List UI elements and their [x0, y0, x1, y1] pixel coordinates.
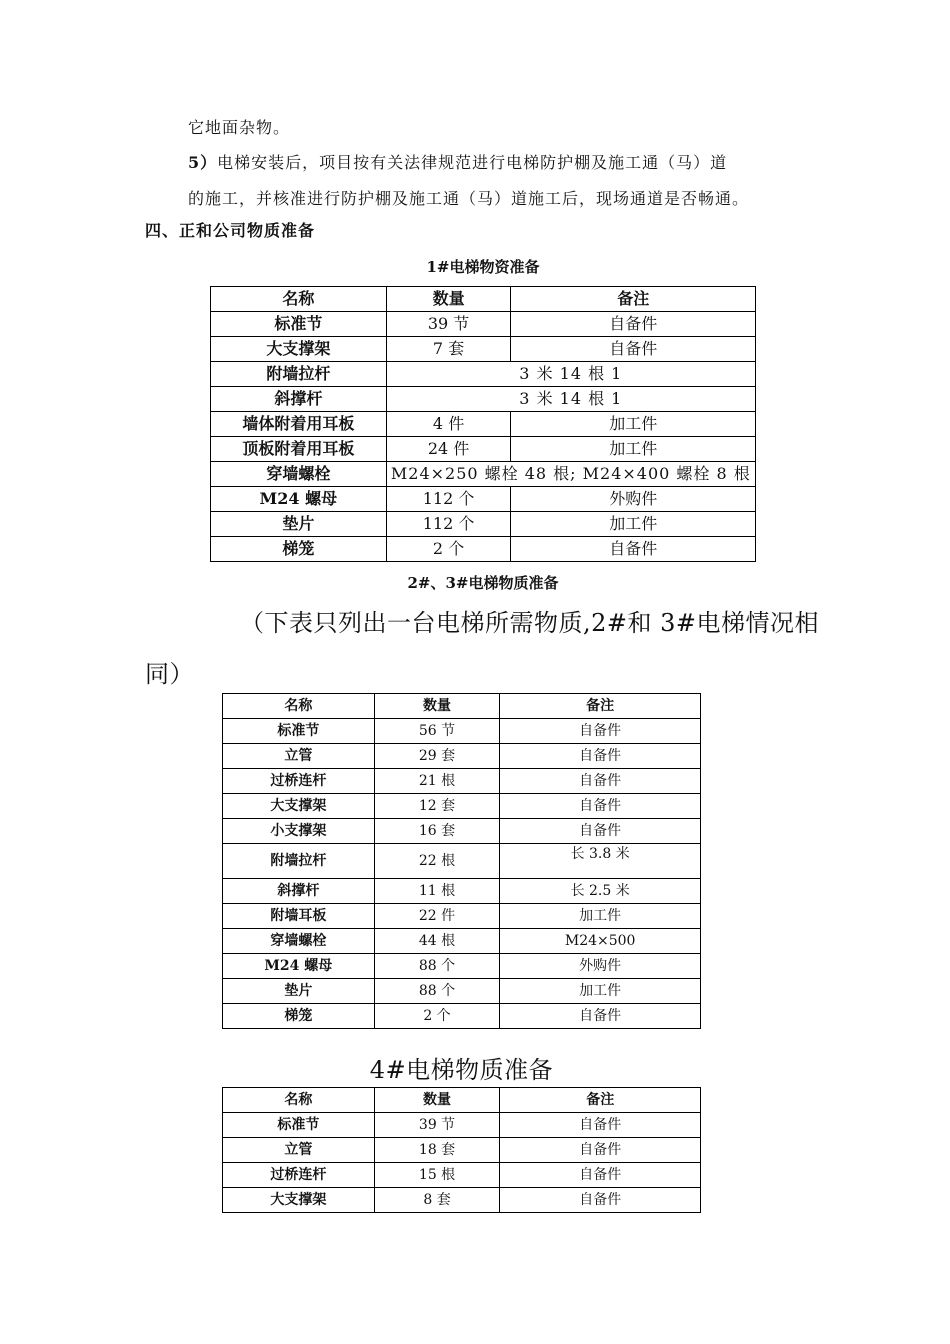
cell-note: 加工件: [511, 512, 756, 537]
cell-qty: 88 个: [374, 979, 500, 1004]
cell-name: 附墙耳板: [223, 904, 375, 929]
cell-note: 加工件: [511, 437, 756, 462]
cell-note: M24×500: [500, 929, 701, 954]
cell-merged: 3 米 14 根 1: [386, 362, 755, 387]
cell-name: 大支撑架: [211, 337, 387, 362]
table-row: [211, 387, 756, 412]
cell-name: 大支撑架: [223, 1188, 375, 1213]
cell-qty: 39 节: [386, 312, 511, 337]
header-qty: 数量: [374, 1088, 500, 1113]
cell-name: M24 螺母: [223, 954, 375, 979]
table2-note-line2: 同）: [145, 660, 194, 688]
table-row: [223, 954, 701, 979]
table-row: [211, 487, 756, 512]
table-row: [211, 362, 756, 387]
list-item-number: 5）: [188, 153, 218, 172]
table-row: [211, 337, 756, 362]
cell-name: 过桥连杆: [223, 1163, 375, 1188]
table-row: [223, 1188, 701, 1213]
cell-note: 自备件: [511, 337, 756, 362]
table-row: [223, 1004, 701, 1029]
cell-qty: 29 套: [374, 744, 500, 769]
table3-caption: 4#电梯物质准备: [369, 1056, 554, 1084]
table2-note-line1: （下表只列出一台电梯所需物质,2#和 3#电梯情况相: [240, 609, 820, 637]
cell-qty: 112 个: [386, 487, 511, 512]
cell-name: 立管: [223, 1138, 375, 1163]
cell-name: 斜撑杆: [211, 387, 387, 412]
cell-note: 自备件: [500, 1138, 701, 1163]
table-row: [223, 929, 701, 954]
table-row: [211, 537, 756, 562]
cell-name: 附墙拉杆: [211, 362, 387, 387]
table-row: [223, 819, 701, 844]
table-row: [223, 744, 701, 769]
cell-qty: 4 件: [386, 412, 511, 437]
cell-note: 加工件: [500, 979, 701, 1004]
cell-qty: 7 套: [386, 337, 511, 362]
cell-name: 附墙拉杆: [223, 844, 375, 879]
cell-name: 立管: [223, 744, 375, 769]
cell-name: 标准节: [223, 1113, 375, 1138]
cell-qty: 16 套: [374, 819, 500, 844]
header-note: 备注: [511, 287, 756, 312]
cell-name: 梯笼: [223, 1004, 375, 1029]
paragraph-line: 的施工，并核准进行防护棚及施工通（马）道施工后，现场通道是否畅通。: [188, 189, 750, 208]
cell-merged: 3 米 14 根 1: [386, 387, 755, 412]
cell-note: 自备件: [500, 1163, 701, 1188]
header-name: 名称: [223, 694, 375, 719]
header-note: 备注: [500, 694, 701, 719]
cell-qty: 11 根: [374, 879, 500, 904]
cell-name: 垫片: [223, 979, 375, 1004]
cell-note: 加工件: [500, 904, 701, 929]
paragraph-continuation: 它地面杂物。: [188, 118, 291, 137]
cell-name: 大支撑架: [223, 794, 375, 819]
cell-name: 穿墙螺栓: [211, 462, 387, 487]
table-row: [211, 412, 756, 437]
header-qty: 数量: [386, 287, 511, 312]
table-row: [223, 1138, 701, 1163]
cell-qty: 39 节: [374, 1113, 500, 1138]
cell-name: 标准节: [211, 312, 387, 337]
header-note: 备注: [500, 1088, 701, 1113]
cell-qty: 8 套: [374, 1188, 500, 1213]
table-row: [211, 512, 756, 537]
cell-name: 梯笼: [211, 537, 387, 562]
cell-note: 自备件: [511, 312, 756, 337]
list-item-5: [188, 150, 727, 173]
table-row: [223, 844, 701, 879]
cell-qty: 2 个: [374, 1004, 500, 1029]
table-header-row: [223, 694, 701, 719]
table-elevator-2-3: [222, 693, 701, 1029]
cell-note: 自备件: [500, 769, 701, 794]
cell-name: 过桥连杆: [223, 769, 375, 794]
cell-qty: 88 个: [374, 954, 500, 979]
cell-note: 外购件: [500, 954, 701, 979]
cell-merged: M24×250 螺栓 48 根; M24×400 螺栓 8 根: [386, 462, 755, 487]
cell-note: 自备件: [500, 819, 701, 844]
table-row: [223, 1113, 701, 1138]
cell-note: 自备件: [500, 719, 701, 744]
cell-name: 垫片: [211, 512, 387, 537]
table2-caption: 2#、3#电梯物质准备: [407, 574, 559, 592]
cell-note: 自备件: [500, 1188, 701, 1213]
cell-qty: 2 个: [386, 537, 511, 562]
header-qty: 数量: [374, 694, 500, 719]
list-item-text: 电梯安装后，项目按有关法律规范进行电梯防护棚及施工通（马）道: [217, 153, 728, 172]
table-header-row: [211, 287, 756, 312]
table-row: [223, 904, 701, 929]
cell-qty: 12 套: [374, 794, 500, 819]
cell-qty: 44 根: [374, 929, 500, 954]
cell-name: 小支撑架: [223, 819, 375, 844]
cell-name: 标准节: [223, 719, 375, 744]
table-elevator-1: [210, 286, 756, 562]
cell-qty: 21 根: [374, 769, 500, 794]
cell-note: 加工件: [511, 412, 756, 437]
table-row: [223, 719, 701, 744]
table-elevator-4: [222, 1087, 701, 1213]
table-row: [223, 979, 701, 1004]
table-row: [223, 1163, 701, 1188]
header-name: 名称: [211, 287, 387, 312]
cell-note: 自备件: [500, 794, 701, 819]
cell-qty: 22 件: [374, 904, 500, 929]
table-row: [223, 794, 701, 819]
section-heading: 四、正和公司物质准备: [145, 221, 316, 240]
table-row: [223, 879, 701, 904]
table-row: [223, 769, 701, 794]
cell-note: 外购件: [511, 487, 756, 512]
cell-qty: 24 件: [386, 437, 511, 462]
cell-note: 自备件: [500, 1004, 701, 1029]
cell-qty: 15 根: [374, 1163, 500, 1188]
cell-name: M24 螺母: [211, 487, 387, 512]
cell-qty: 18 套: [374, 1138, 500, 1163]
cell-note: 自备件: [511, 537, 756, 562]
cell-name: 穿墙螺栓: [223, 929, 375, 954]
cell-note: 自备件: [500, 1113, 701, 1138]
cell-name: 斜撑杆: [223, 879, 375, 904]
table-row: [211, 462, 756, 487]
cell-name: 墙体附着用耳板: [211, 412, 387, 437]
table-row: [211, 437, 756, 462]
cell-note: 长 2.5 米: [500, 879, 701, 904]
table-header-row: [223, 1088, 701, 1113]
table-row: [211, 312, 756, 337]
cell-qty: 56 节: [374, 719, 500, 744]
cell-qty: 22 根: [374, 844, 500, 879]
cell-note: 自备件: [500, 744, 701, 769]
header-name: 名称: [223, 1088, 375, 1113]
table1-caption: 1#电梯物资准备: [426, 258, 540, 276]
cell-qty: 112 个: [386, 512, 511, 537]
cell-name: 顶板附着用耳板: [211, 437, 387, 462]
cell-note: 长 3.8 米: [500, 844, 701, 879]
